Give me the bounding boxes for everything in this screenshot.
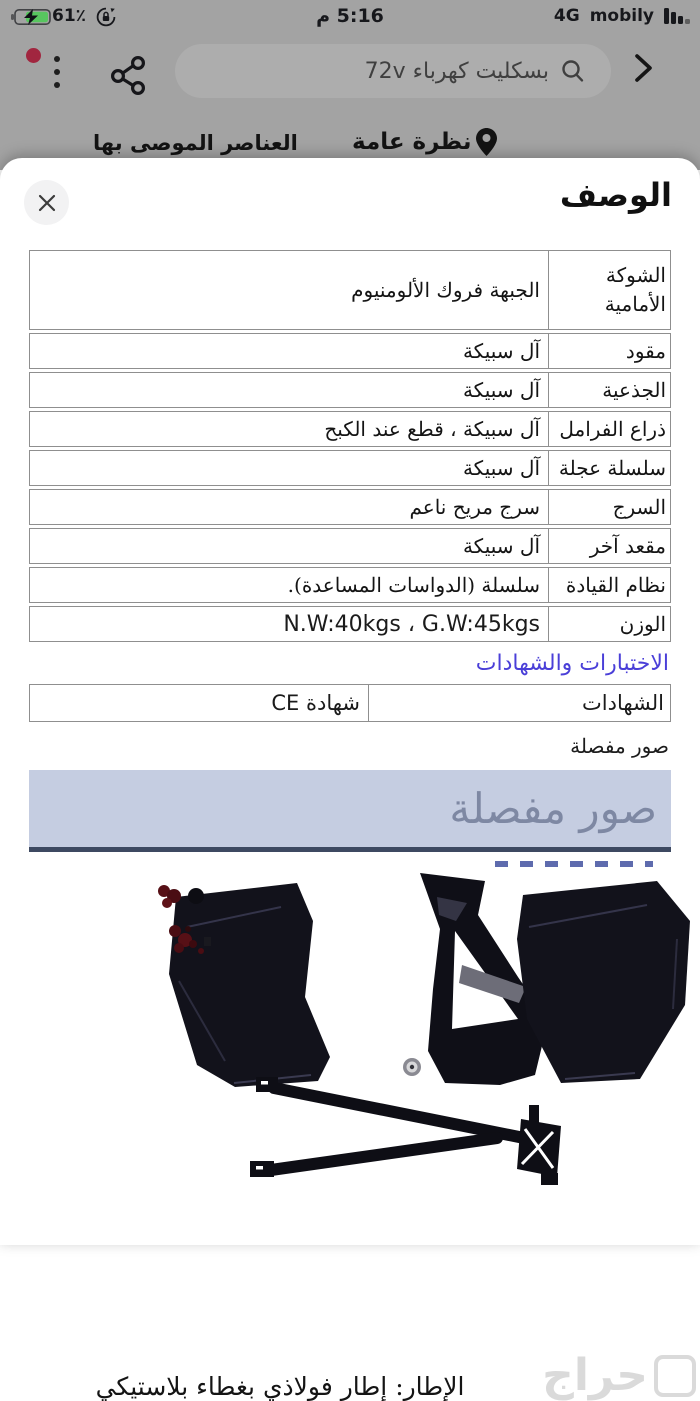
tab-overview[interactable] bbox=[352, 128, 497, 156]
spec-table bbox=[29, 250, 671, 642]
cert-value: شهادة CE bbox=[271, 691, 360, 715]
cert-table-row bbox=[29, 684, 671, 722]
search-input[interactable] bbox=[175, 44, 611, 98]
product-parts-image bbox=[29, 869, 671, 1201]
certifications-link[interactable]: الاختبارات والشهادات bbox=[475, 651, 669, 676]
signal-bars-icon bbox=[664, 8, 690, 24]
status-right-cluster bbox=[554, 6, 690, 26]
clock: 5:16 م bbox=[316, 5, 384, 27]
share-icon[interactable] bbox=[110, 55, 148, 97]
sheet-title: الوصف bbox=[559, 176, 672, 214]
notification-badge bbox=[26, 48, 41, 63]
search-icon bbox=[559, 58, 585, 84]
spec-value: آل سبيكة bbox=[462, 339, 540, 363]
carrier-name: mobily bbox=[589, 6, 654, 26]
frame-caption: الإطار: إطار فولاذي بغطاء بلاستيكي bbox=[95, 1372, 465, 1401]
spec-label: الشوكة الأمامية bbox=[548, 251, 670, 329]
spec-label: مقعد آخر bbox=[548, 529, 670, 563]
close-button[interactable] bbox=[24, 180, 69, 225]
sheet-header bbox=[0, 158, 700, 250]
sheet-content bbox=[0, 250, 700, 1201]
spec-label: السرج bbox=[548, 490, 670, 524]
spec-value: آل سبيكة bbox=[462, 378, 540, 402]
app-chrome bbox=[0, 0, 700, 170]
detailed-photos-label: صور مفصلة bbox=[570, 734, 669, 758]
spec-table-row bbox=[29, 411, 671, 447]
spec-value: سرج مريح ناعم bbox=[409, 495, 540, 519]
search-query-text: بسكليت كهرباء 72v bbox=[364, 58, 549, 84]
spec-label: الجذعية bbox=[548, 373, 670, 407]
spec-label: ذراع الفرامل bbox=[548, 412, 670, 446]
clipped-text-fragment bbox=[495, 861, 653, 867]
spec-table-row bbox=[29, 333, 671, 369]
spec-value: سلسلة (الدواسات المساعدة). bbox=[287, 573, 540, 597]
status-bar bbox=[0, 0, 700, 34]
spec-label: نظام القيادة bbox=[548, 568, 670, 602]
network-type: 4G bbox=[553, 6, 580, 26]
spec-value: آل سبيكة bbox=[462, 456, 540, 480]
banner-title: صور مفصلة bbox=[449, 784, 657, 833]
tab-recommended[interactable] bbox=[93, 131, 298, 155]
header-bar bbox=[0, 34, 700, 118]
spec-value: آل سبيكة bbox=[462, 534, 540, 558]
kebab-menu-icon[interactable] bbox=[52, 56, 60, 95]
close-icon bbox=[38, 194, 56, 212]
spec-label: مقود bbox=[548, 334, 670, 368]
watermark-text: حراج bbox=[542, 1350, 648, 1401]
spec-label: الوزن bbox=[548, 607, 670, 641]
cert-label: الشهادات bbox=[368, 685, 670, 721]
detailed-photos-banner bbox=[29, 770, 671, 852]
description-sheet bbox=[0, 158, 700, 1401]
location-pin-icon bbox=[476, 128, 497, 156]
spec-table-row bbox=[29, 567, 671, 603]
tab-overview-label: نظرة عامة bbox=[352, 129, 472, 155]
spec-value: N.W:40kgs ، G.W:45kgs bbox=[283, 611, 540, 637]
spec-label: سلسلة عجلة bbox=[548, 451, 670, 485]
spec-table-row bbox=[29, 528, 671, 564]
spec-table-row bbox=[29, 250, 671, 330]
tab-recommended-label: العناصر الموصى بها bbox=[93, 131, 298, 155]
battery-percent: 61٪ bbox=[52, 6, 87, 26]
spec-table-row bbox=[29, 450, 671, 486]
spec-value: آل سبيكة ، قطع عند الكبح bbox=[324, 417, 540, 441]
spec-table-row bbox=[29, 606, 671, 642]
spec-value: الجبهة فروك الألومنيوم bbox=[351, 278, 540, 302]
spec-table-row bbox=[29, 489, 671, 525]
spec-table-row bbox=[29, 372, 671, 408]
back-chevron-icon[interactable] bbox=[630, 48, 656, 88]
